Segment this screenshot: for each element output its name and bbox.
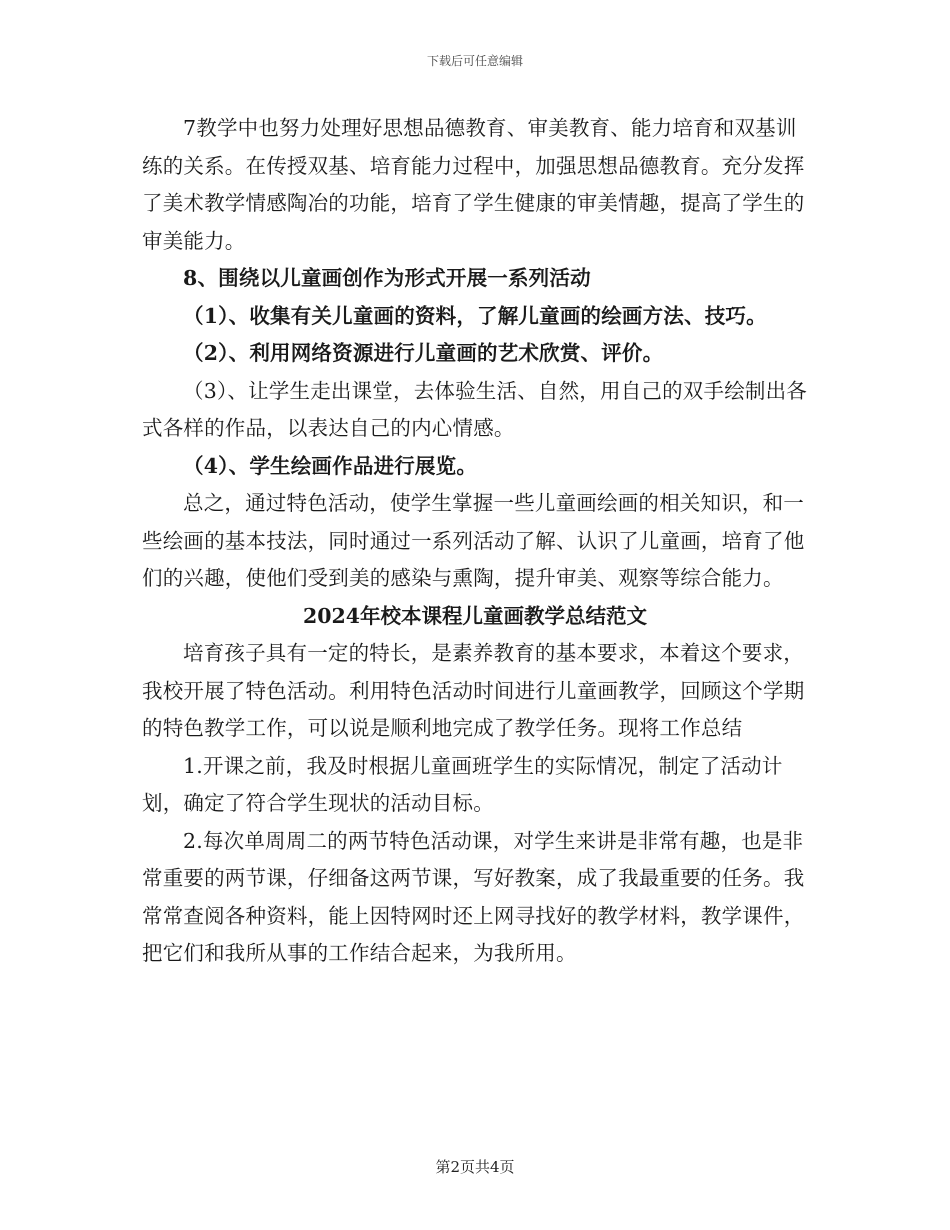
list-item-3: （3）、让学生走出课堂，去体验生活、自然，用自己的双手绘制出各式各样的作品，以表达自己的内心情感。: [142, 378, 807, 440]
point-1-paragraph: 1.开课之前，我及时根据儿童画班学生的实际情况，制定了活动计划，确定了符合学生现状的活动目标。: [142, 753, 783, 815]
page-footer: 第2页共4页: [435, 1158, 515, 1176]
section-title: 2024年校本课程儿童画教学总结范文: [302, 603, 648, 628]
list-item-4: （4）、学生绘画作品进行展览。: [183, 453, 478, 478]
heading-8: 8、围绕以儿童画创作为形式开展一系列活动: [183, 266, 591, 290]
summary-paragraph: 总之，通过特色活动，使学生掌握一些儿童画绘画的相关知识，和一些绘画的基本技法，同时通过一系列活动了解、认识了儿童画，培育了他们的兴趣，使他们受到美的感染与熏陶，提升审美、观察等综合能力。: [142, 491, 805, 590]
paragraph-7: 7教学中也努力处理好思想品德教育、审美教育、能力培育和双基训练的关系。在传授双基、培育能力过程中，加强思想品德教育。充分发挥了美术教学情感陶冶的功能，培育了学生健康的审美情趣，提高了学生的审美能力。: [142, 116, 805, 253]
page-header: 下载后可任意编辑: [426, 54, 523, 68]
point-2-paragraph: 2.每次单周周二的两节特色活动课，对学生来讲是非常有趣，也是非常重要的两节课，仔细备这两节课，写好教案，成了我最重要的任务。我常常查阅各种资料，能上因特网时还上网寻找好的教学材料，教学课件，把它们和我所从事的工作结合起来，为我所用。: [142, 828, 805, 965]
intro-paragraph: 培育孩子具有一定的特长，是素养教育的基本要求，本着这个要求，我校开展了特色活动。利用特色活动时间进行儿童画教学，回顾这个学期的特色教学工作，可以说是顺利地完成了教学任务。现将工作总结: [142, 641, 805, 740]
list-item-1: （1）、收集有关儿童画的资料，了解儿童画的绘画方法、技巧。: [183, 303, 767, 328]
list-item-2: （2）、利用网络资源进行儿童画的艺术欣赏、评价。: [183, 341, 664, 365]
document-body: [142, 110, 808, 973]
